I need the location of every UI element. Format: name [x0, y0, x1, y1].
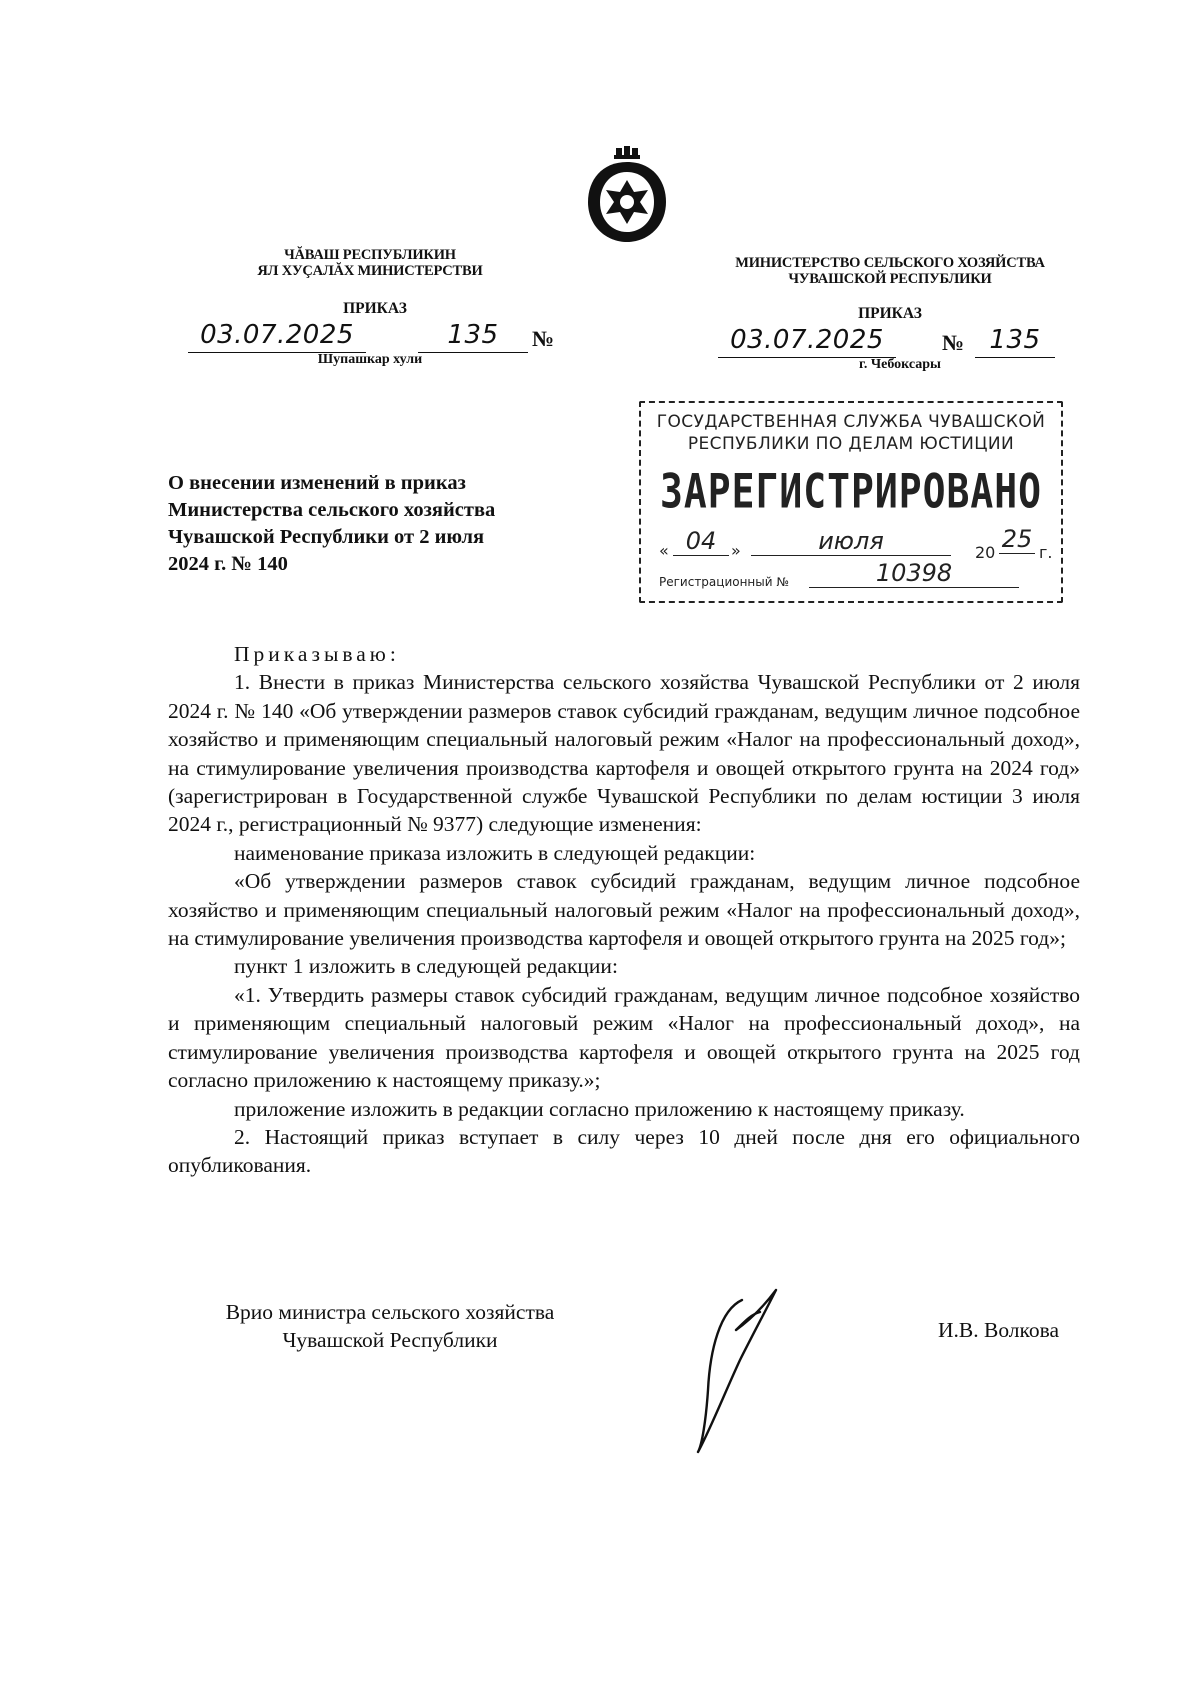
- stamp-month: июля: [751, 527, 951, 556]
- left-org-line2: ЯЛ ХУÇАЛĂХ МИНИСТЕРСТВИ: [257, 263, 483, 279]
- registration-stamp: [639, 401, 1063, 603]
- right-number: 135: [975, 325, 1055, 358]
- stamp-reg-number: 10398: [809, 559, 1019, 588]
- right-doc-type: ПРИКАЗ: [858, 305, 922, 322]
- subject-line2: Министерства сельского хозяйства: [168, 499, 496, 521]
- body-paragraph-2: наименование приказа изложить в следующей редакции:: [234, 840, 756, 865]
- signatory-title-line1: Врио министра сельского хозяйства: [225, 1300, 555, 1324]
- stamp-quote-close: »: [731, 541, 741, 560]
- body-paragraph-4: пункт 1 изложить в следующей редакции:: [234, 954, 618, 979]
- body-paragraph-1: 1. Внести в приказ Министерства сельского хозяйства Чувашской Республики от 2 июля 2024 г. № 140 «Об утверждении размеров ставок субсидий гражданам, ведущим личное подсобное хозяйство и применяющим специальный налоговый режим «Налог на профессиональный доход», на стимулирование увеличения производства картофеля и овощей открытого грунта на 2024 год» (зарегистрирован в Государственной службе Чувашской Республики по делам юстиции 3 июля 2024 г., регистрационный № 9377) следующие изменения:: [168, 670, 1080, 837]
- right-date: 03.07.2025: [718, 325, 896, 358]
- signatory-title: [190, 1298, 590, 1354]
- right-org-line1: МИНИСТЕРСТВО СЕЛЬСКОГО ХОЗЯЙСТВА: [735, 255, 1045, 271]
- stamp-agency: [641, 411, 1061, 455]
- stamp-reg-label: Регистрационный №: [659, 575, 789, 589]
- coat-of-arms-emblem: [582, 146, 672, 246]
- left-number: 135: [418, 320, 528, 353]
- handwritten-signature: [680, 1280, 790, 1460]
- left-org-name: [220, 247, 520, 279]
- body-paragraph-3: «Об утверждении размеров ставок субсидий гражданам, ведущим личное подсобное хозяйство и применяющим специальный налоговый режим «Налог на профессиональный доход», на стимулирование увеличения производства картофеля и овощей открытого грунта на 2025 год»;: [168, 869, 1080, 951]
- stamp-agency-line1: ГОСУДАРСТВЕННАЯ СЛУЖБА ЧУВАШСКОЙ: [656, 412, 1046, 432]
- left-number-sign: №: [532, 326, 555, 351]
- subject-line4: 2024 г. № 140: [168, 553, 288, 575]
- stamp-year-suffix: 25: [999, 525, 1035, 554]
- subject-line3: Чувашской Республики от 2 июля: [168, 526, 485, 548]
- body-paragraph-5: «1. Утвердить размеры ставок субсидий гражданам, ведущим личное подсобное хозяйство и применяющим специальный налоговый режим «Налог на профессиональный доход», на стимулирование увеличения производства картофеля и овощей открытого грунта на 2025 год согласно приложению к настоящему приказу.»;: [168, 982, 1080, 1093]
- stamp-reg-row: [659, 559, 1051, 595]
- right-place: г. Чебоксары: [859, 357, 941, 372]
- subject-line1: О внесении изменений в приказ: [168, 472, 466, 494]
- body-lead: Приказываю:: [234, 642, 400, 666]
- left-doc-type: ПРИКАЗ: [343, 300, 407, 317]
- left-org-line1: ЧĂВАШ РЕСПУБЛИКИН: [284, 247, 456, 263]
- order-body: [168, 640, 1080, 1180]
- stamp-date-row: [659, 525, 1053, 562]
- body-paragraph-7: 2. Настоящий приказ вступает в силу через 10 дней после дня его официального опубликования.: [168, 1124, 1080, 1178]
- right-number-sign: №: [942, 330, 965, 355]
- stamp-day: 04: [673, 527, 729, 556]
- stamp-status: ЗАРЕГИСТРИРОВАНО: [659, 463, 1043, 519]
- left-place: Шупашкар хули: [317, 352, 423, 367]
- stamp-quote-open: «: [659, 541, 669, 560]
- stamp-year-unit: г.: [1039, 543, 1053, 562]
- right-org-name: [710, 255, 1070, 287]
- right-org-line2: ЧУВАШСКОЙ РЕСПУБЛИКИ: [788, 271, 992, 287]
- left-date: 03.07.2025: [188, 320, 366, 353]
- stamp-agency-line2: РЕСПУБЛИКИ ПО ДЕЛАМ ЮСТИЦИИ: [687, 434, 1015, 454]
- order-subject: [168, 470, 568, 578]
- signatory-name: И.В. Волкова: [938, 1318, 1060, 1342]
- body-paragraph-6: приложение изложить в редакции согласно приложению к настоящему приказу.: [234, 1096, 965, 1121]
- stamp-year-prefix: 20: [975, 543, 996, 562]
- signatory-title-line2: Чувашской Республики: [282, 1328, 498, 1352]
